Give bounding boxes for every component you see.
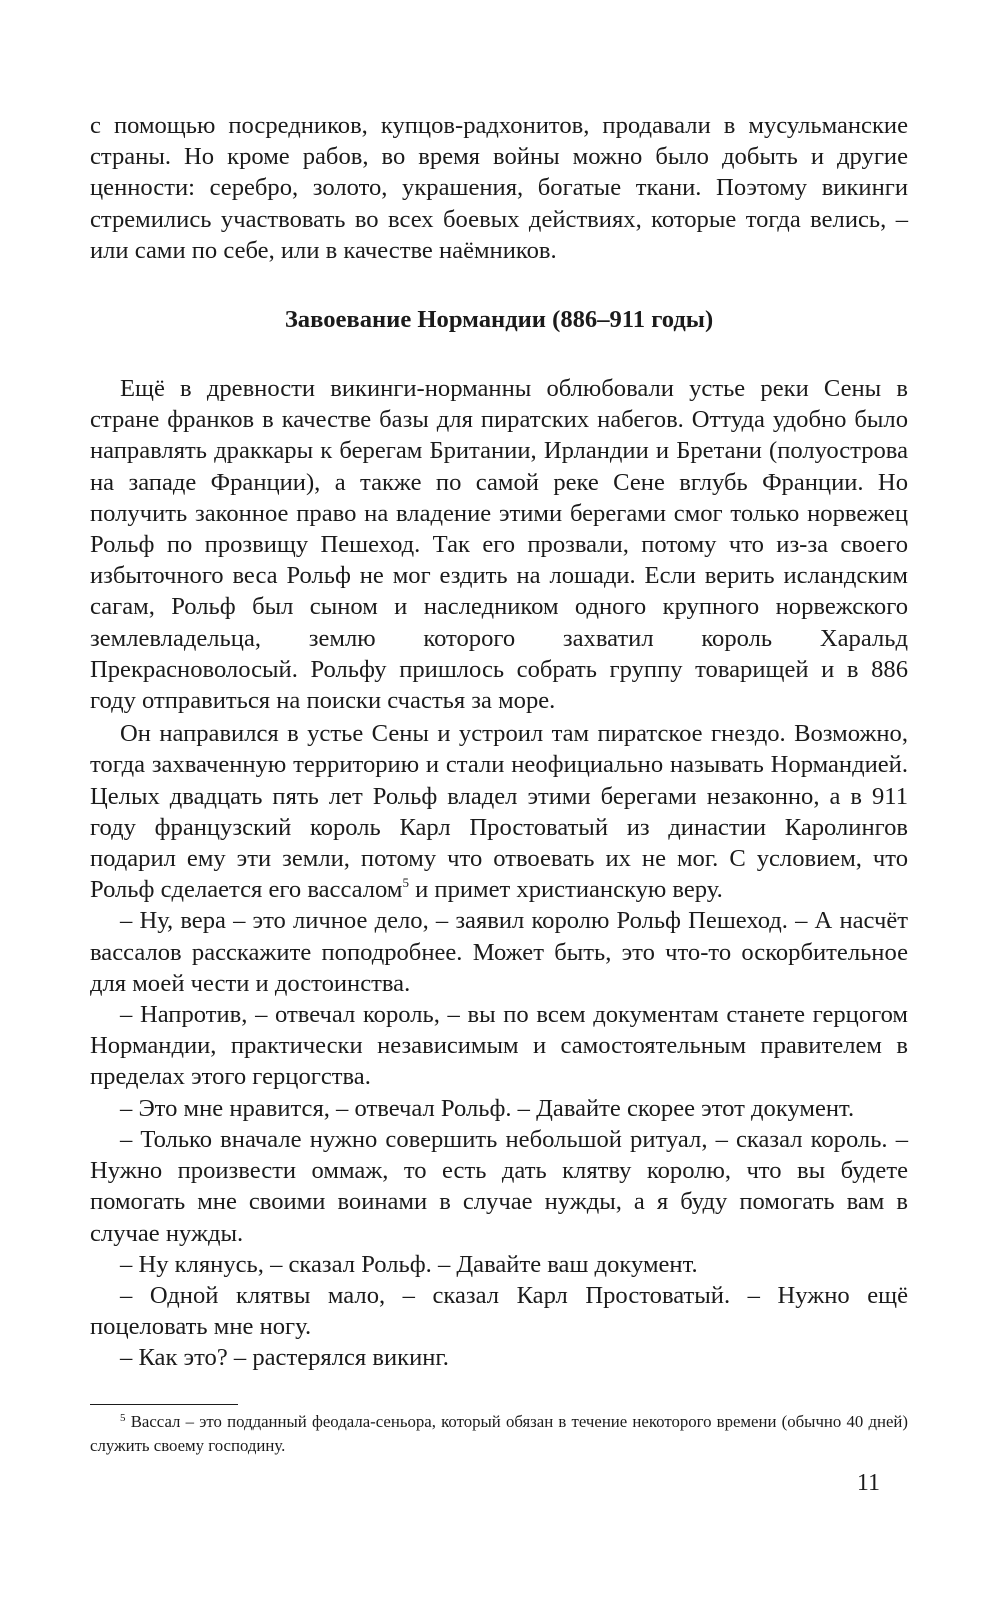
- footnote-divider: [90, 1404, 238, 1405]
- dialogue-line: – Ну, вера – это личное дело, – заявил королю Рольф Пешеход. – А насчёт вассалов расскажите поподробнее. Может быть, это что-то оскорбительное для моей чести и достоинства.: [90, 907, 908, 997]
- page-number: 11: [856, 1470, 880, 1496]
- paragraph-pirate-nest-text: Он направился в устье Сены и устроил там пиратское гнездо. Возможно, тогда захваченную территорию и стали неофициально называть Нормандией. Целых двадцать пять лет Рольф владел этими берегами незаконно, а в 911 году французский король Карл Простоватый из династии Каролингов подарил ему эти земли, потому что отвоевать их не мог. С условием, что Рольф сделается его вассалом: [90, 720, 908, 904]
- dialogue-line: – Это мне нравится, – отвечал Рольф. – Давайте скорее этот документ.: [120, 1094, 855, 1122]
- footnote-marker: 5: [120, 1412, 126, 1424]
- footnote-text: Вассал – это подданный феодала-сеньора, который обязан в течение некоторого времени (обычно 40 дней) служить своему господину.: [90, 1412, 909, 1455]
- dialogue-line: – Ну клянусь, – сказал Рольф. – Давайте ваш документ.: [120, 1250, 698, 1278]
- dialogue-line: – Только вначале нужно совершить небольшой ритуал, – сказал король. – Нужно произвести оммаж, то есть дать клятву королю, что вы будете помогать мне своими воинами в случае нужды, а я буду помогать вам в случае нужды.: [90, 1125, 908, 1247]
- paragraph-pirate-nest: [90, 718, 908, 905]
- section-title: Завоевание Нормандии (886–911 годы): [284, 306, 714, 334]
- footnote-reference[interactable]: 5: [402, 875, 409, 891]
- paragraph-pirate-nest-end: и примет христианскую веру.: [415, 876, 723, 904]
- intro-paragraph: с помощью посредников, купцов-радхонитов, продавали в мусульманские страны. Но кроме рабов, во время войны можно было добыть и другие ценности: серебро, золото, украшения, богатые ткани. Поэтому викинги стремились участвовать во всех боевых действиях, которые тогда велись, – или сами по себе, или в качестве наёмников.: [90, 112, 908, 264]
- page-content: [90, 110, 908, 1374]
- paragraph-normans-seine: Ещё в древности викинги-норманны облюбовали устье реки Сены в стране франков в качестве базы для пиратских набегов. Оттуда удобно было направлять драккары к берегам Британии, Ирландии и Бретани (полуострова на западе Франции), а также по самой реке Сене вглубь Франции. Но получить законное право на владение этими берегами смог только норвежец Рольф по прозвищу Пешеход. Так его прозвали, потому что из-за своего избыточного веса Рольф не мог ездить на лошади. Если верить исландским сагам, Рольф был сыном и наследником одного крупного норвежского землевладельца, землю которого захватил король Харальд Прекрасноволосый. Рольфу пришлось собрать группу товарищей и в 886 году отправиться на поиски счастья за море.: [90, 375, 908, 715]
- footnote: [90, 1410, 908, 1457]
- dialogue-line: – Напротив, – отвечал король, – вы по всем документам станете герцогом Нормандии, практически независимым и самостоятельным правителем в пределах этого герцогства.: [90, 1001, 908, 1091]
- dialogue-line: – Одной клятвы мало, – сказал Карл Простоватый. – Нужно ещё поцеловать мне ногу.: [90, 1281, 908, 1341]
- dialogue-line: – Как это? – растерялся викинг.: [120, 1344, 449, 1372]
